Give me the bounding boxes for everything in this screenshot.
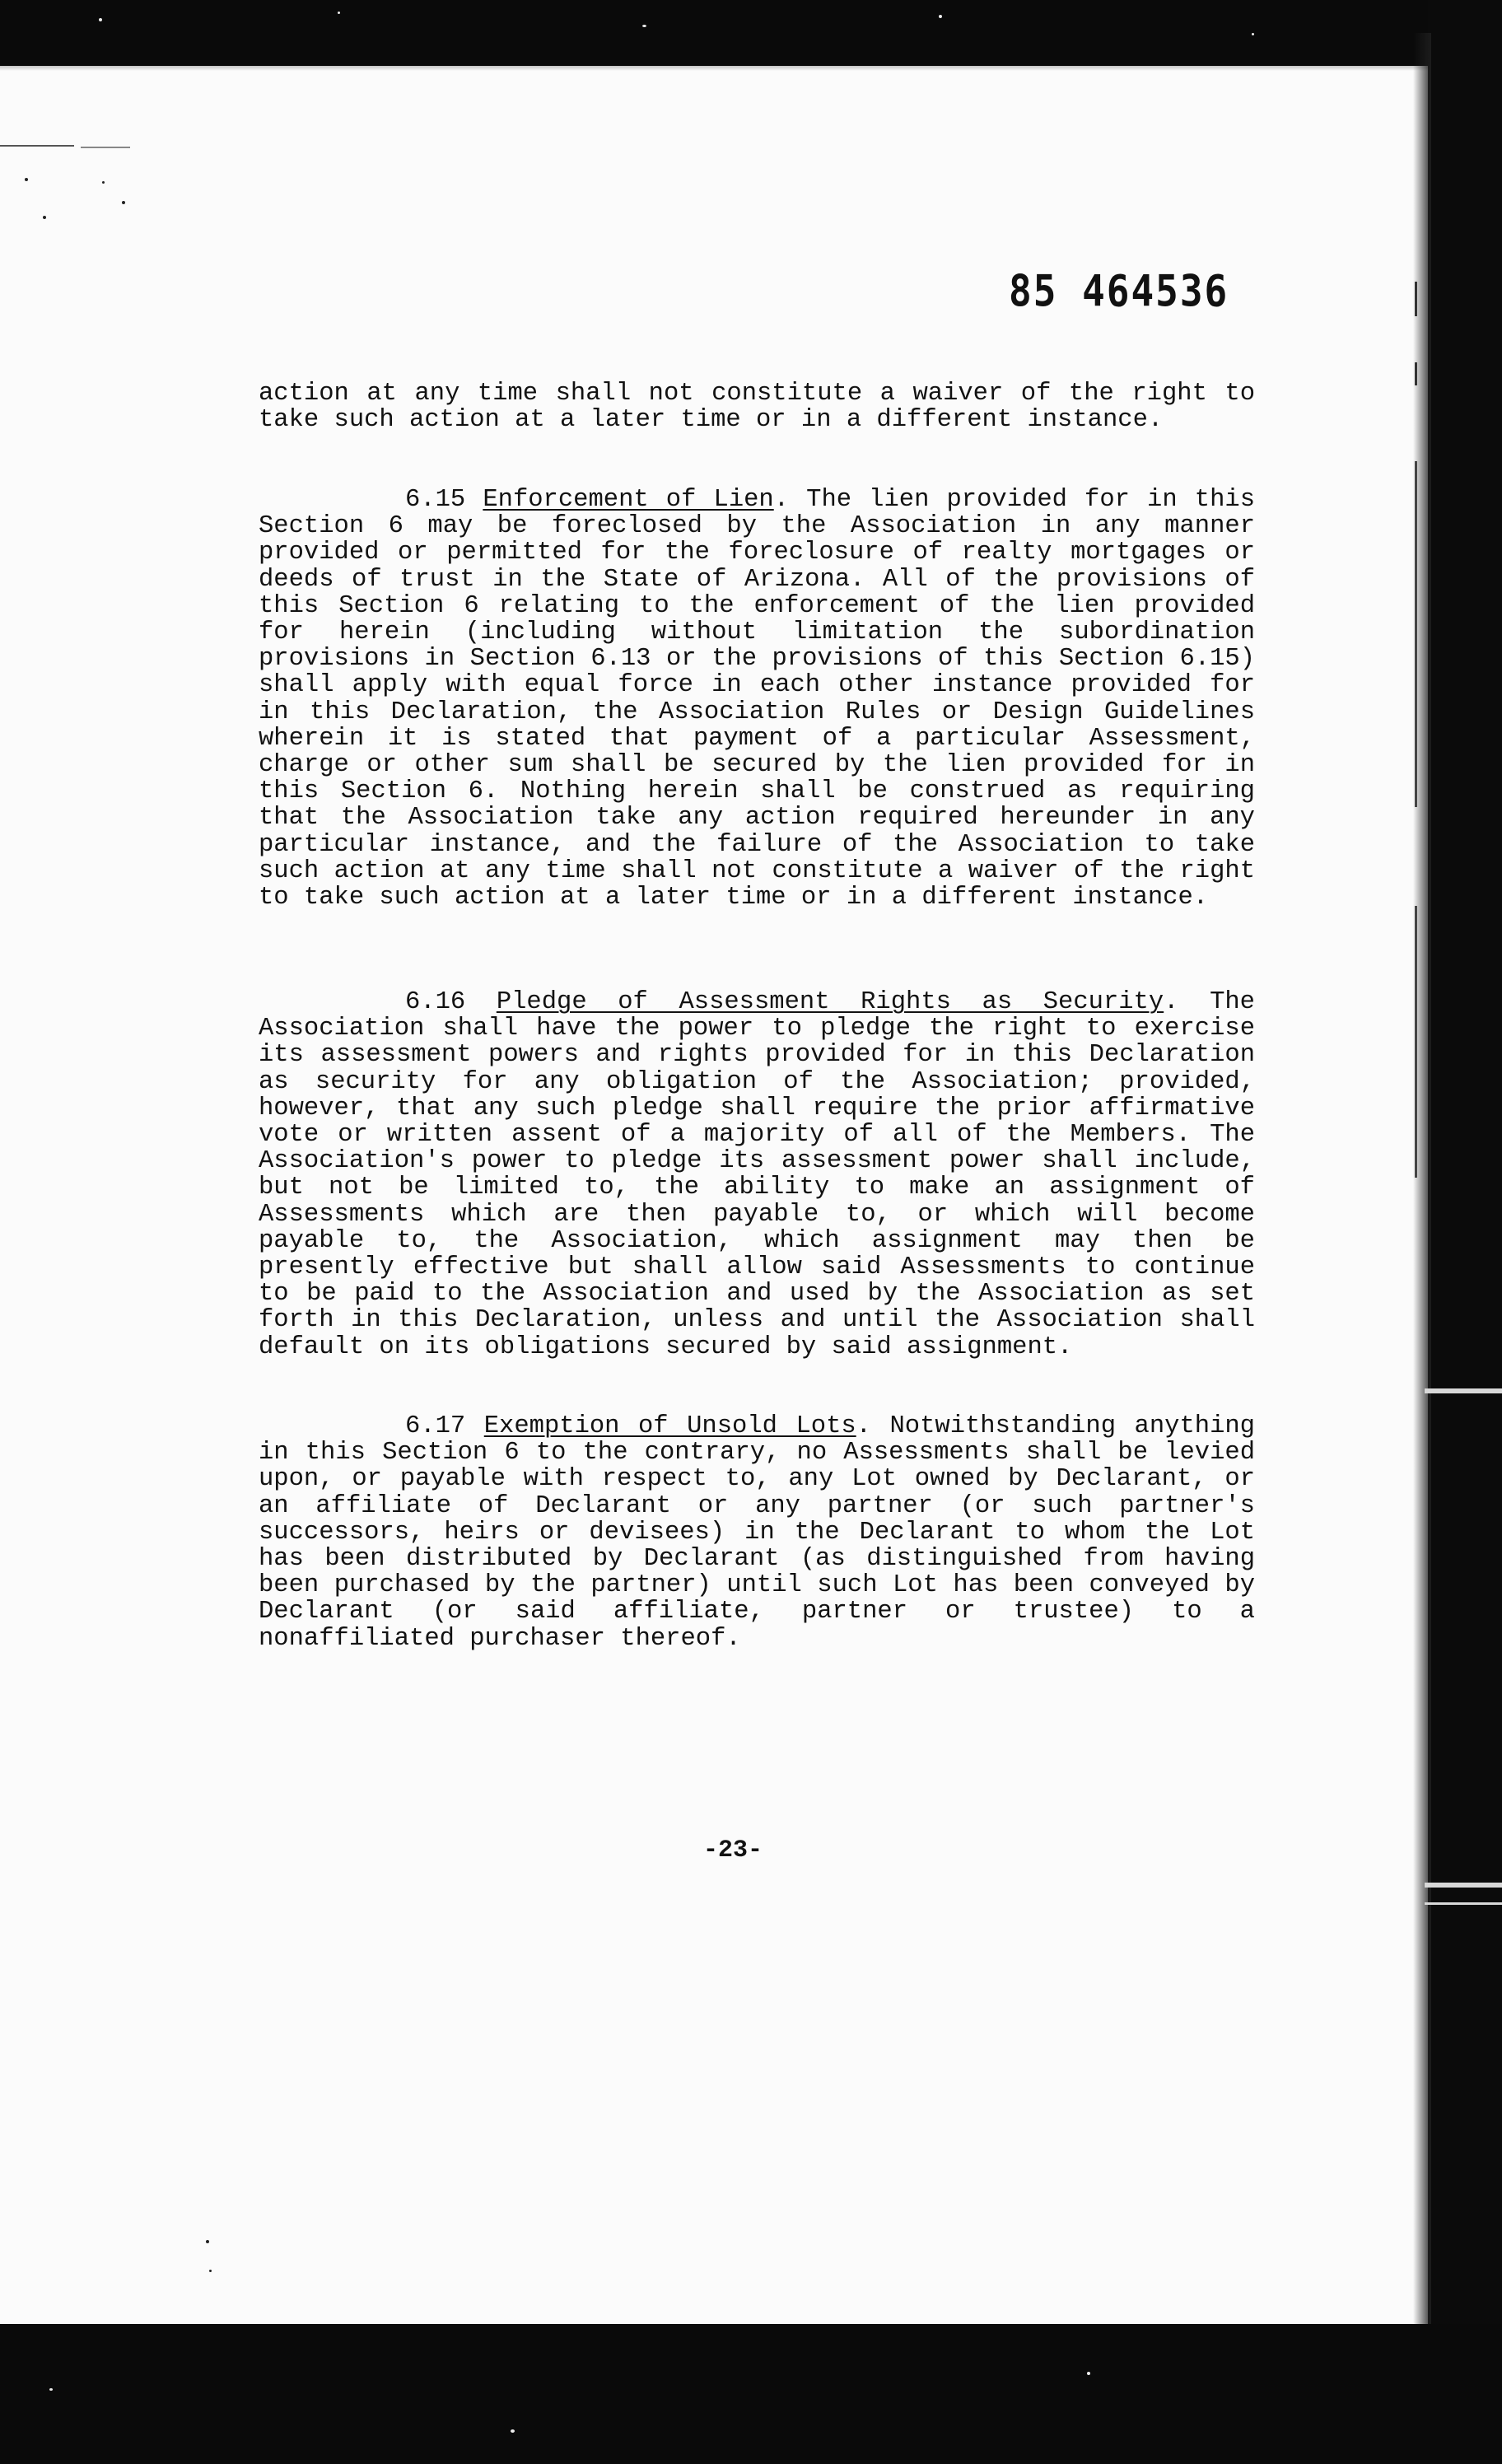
scan-edge-mark [1425,1388,1502,1393]
section-6-15 [259,487,1255,911]
section-body: . Notwithstanding anything in this Section 6 to the contrary, no Assessments shall be levied upon, or payable with respect to, any Lot owned by Declarant, or an affiliate of Declarant or any partner (or such partner's successors, heirs or devisees) in the Declarant to whom the Lot has been distributed by Declarant (as distinguished from having been purchased by the partner) until such Lot has been conveyed by Declarant (or said affiliate, partner or trustee) to a nonaffiliated purchaser thereof. [259,1412,1255,1653]
section-body: . The Association shall have the power to pledge the right to exercise its assessment powers and rights provided for in this Declaration as security for any obligation of the Association; provided, however, that any such pledge shall require the prior affirmative vote or written assent of a majority of all of the Members. The Association's power to pledge its assessment power shall include, but not be limited to, the ability to make an assignment of Assessments which are then payable to, or which will become payable to, the Association, which assignment may then be presently effective but shall allow said Assessments to continue to be paid to the Association and used by the Association as set forth in this Declaration, unless and until the Association shall default on its obligations secured by said assignment. [259,988,1255,1361]
page-number: -23- [702,1836,763,1864]
section-paragraph [259,1413,1255,1652]
scan-dot [43,216,46,219]
scan-speck [511,2429,515,2433]
scan-margin-line [81,147,130,148]
scan-edge-mark [1425,1883,1502,1888]
section-heading: Pledge of Assessment Rights as Security [496,988,1164,1016]
scan-dot [102,181,105,184]
recording-number: 85 464536 [1009,265,1229,317]
continuation-paragraph [259,380,1255,433]
scan-border-right [1428,0,1502,2464]
scan-dot [209,2270,212,2272]
section-6-17 [259,1413,1255,1652]
scan-speck [939,15,942,18]
section-number: 6.17 [405,1412,466,1440]
section-number: 6.15 [405,486,466,514]
scan-border-bottom [0,2324,1502,2464]
scan-margin-line [0,145,74,147]
scan-speck [1087,2372,1090,2375]
paragraph-text: action at any time shall not constitute a waiver of the right to take such action at a later time or in a different instance. [259,380,1255,435]
scan-dot [122,201,125,204]
section-paragraph [259,989,1255,1360]
section-heading: Exemption of Unsold Lots [483,1412,856,1440]
scan-border-top-fade [0,49,1502,71]
scan-speck [1252,33,1254,35]
scan-speck [99,18,102,21]
scan-speck [338,12,340,14]
scan-dot [206,2240,209,2243]
scan-margin-mark [1415,461,1417,807]
scan-margin-mark [1415,282,1417,316]
scan-margin-mark [1415,362,1417,385]
scan-speck [49,2388,53,2391]
scan-dot [25,178,28,181]
section-heading: Enforcement of Lien [483,486,774,514]
section-body: . The lien provided for in this Section 6 may be foreclosed by the Association in any manner provided or permitted for the foreclosure of realty mortgages or deeds of trust in the State of Arizona. All of the provisions of this Section 6 relating to the enforcement of the lien provided for herein (including without limitation the subordination provisions in Section 6.13 or the provisions of this Section 6.15) shall apply with equal force in each other instance provided for in this Declaration, the Association Rules or Design Guidelines wherein it is stated that payment of a particular Assessment, charge or other sum shall be secured by the lien provided for in this Section 6. Nothing herein shall be construed as requiring that the Association take any action required hereunder in any particular instance, and the failure of the Association to take such action at any time shall not constitute a waiver of the right to take such action at a later time or in a different instance. [259,486,1255,912]
section-6-16 [259,989,1255,1360]
section-paragraph [259,487,1255,911]
scan-edge-mark [1425,1902,1502,1905]
scan-speck [642,25,646,27]
scan-margin-mark [1415,906,1417,1178]
section-number: 6.16 [405,988,466,1016]
